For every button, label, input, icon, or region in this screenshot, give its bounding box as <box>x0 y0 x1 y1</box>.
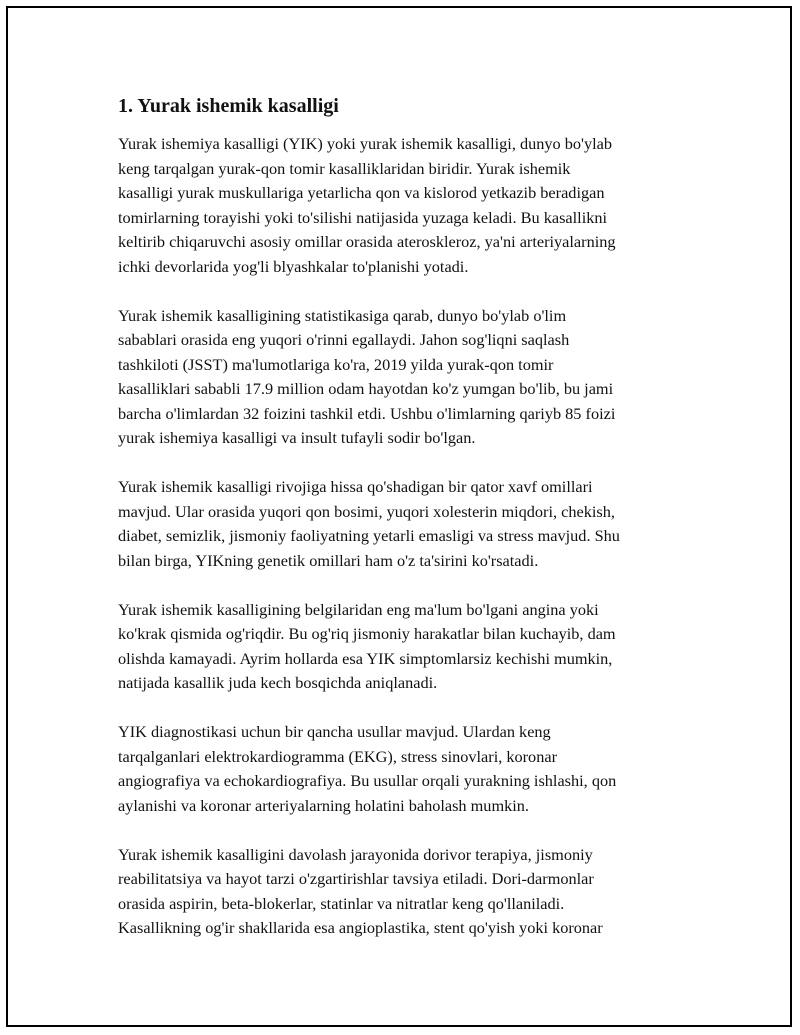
text-line: Yurak ishemik kasalligini davolash jarayonida dorivor terapiya, jismoniy <box>118 844 593 864</box>
text-line: yurak ishemiya kasalligi va insult tufayli sodir bo'lgan. <box>118 428 476 447</box>
text-line: aylanishi va koronar arteriyalarning holatini baholash mumkin. <box>118 795 529 815</box>
paragraph-6 <box>118 843 688 941</box>
paragraph-4 <box>118 598 688 696</box>
paragraph-3 <box>118 475 688 573</box>
text-line: barcha o'limlardan 32 foizini tashkil etdi. Ushbu o'limlarning qariyb 85 foizi <box>118 403 616 423</box>
text-line: Yurak ishemik kasalligining statistikasiga qarab, dunyo bo'ylab o'lim <box>118 305 567 325</box>
text-line: kasalliklari sababli 17.9 million odam hayotdan ko'z yumgan bo'lib, bu jami <box>118 379 614 398</box>
text-line: mavjud. Ular orasida yuqori qon bosimi, yuqori xolesterin miqdori, chekish, <box>118 501 615 521</box>
text-line: kasalligi yurak muskullariga yetarlicha qon va kislorod yetkazib beradigan <box>118 183 605 202</box>
text-line: ko'krak qismida og'riqdir. Bu og'riq jismoniy harakatlar bilan kuchayib, dam <box>118 624 616 643</box>
text-line: ichki devorlarida yog'li blyashkalar to'planishi yotadi. <box>118 256 469 276</box>
text-line: Yurak ishemiya kasalligi (YIK) yoki yurak ishemik kasalligi, dunyo bo'ylab <box>118 134 612 153</box>
text-line: orasida aspirin, beta-blokerlar, statinlar va nitratlar keng qo'llaniladi. <box>118 893 565 913</box>
text-line: sabablari orasida eng yuqori o'rinni egallaydi. Jahon sog'liqni saqlash <box>118 330 570 349</box>
text-line: reabilitatsiya va hayot tarzi o'zgartirishlar tavsiya etiladi. Dori-darmonlar <box>118 869 594 888</box>
section-heading: 1. Yurak ishemik kasalligi <box>118 95 339 117</box>
paragraph-1 <box>118 132 688 279</box>
text-line: Yurak ishemik kasalligining belgilaridan eng ma'lum bo'lgani angina yoki <box>118 599 599 619</box>
text-line: diabet, semizlik, jismoniy faoliyatning yetarli emasligi va stress mavjud. Shu <box>118 526 620 545</box>
text-line: Kasallikning og'ir shakllarida esa angioplastika, stent qo'yish yoki koronar <box>118 918 603 937</box>
text-line: angiografiya va echokardiografiya. Bu usullar orqali yurakning ishlashi, qon <box>118 771 617 790</box>
text-line: natijada kasallik juda kech bosqichda aniqlanadi. <box>118 673 438 692</box>
document-body <box>118 92 688 965</box>
paragraph-5 <box>118 720 688 818</box>
text-line: keng tarqalgan yurak-qon tomir kasalliklaridan biridir. Yurak ishemik <box>118 158 571 178</box>
text-line: YIK diagnostikasi uchun bir qancha usullar mavjud. Ulardan keng <box>118 722 551 741</box>
paragraph-2 <box>118 304 688 451</box>
text-line: olishda kamayadi. Ayrim hollarda esa YIK simptomlarsiz kechishi mumkin, <box>118 648 613 668</box>
text-line: bilan birga, YIKning genetik omillari ham o'z ta'sirini ko'rsatadi. <box>118 550 539 570</box>
text-line: Yurak ishemik kasalligi rivojiga hissa qo'shadigan bir qator xavf omillari <box>118 477 593 496</box>
text-line: tashkiloti (JSST) ma'lumotlariga ko'ra, 2019 yilda yurak-qon tomir <box>118 354 554 374</box>
text-line: tomirlarning torayishi yoki to'silishi natijasida yuzaga keladi. Bu kasallikni <box>118 207 608 227</box>
text-line: tarqalganlari elektrokardiogramma (EKG), stress sinovlari, koronar <box>118 746 557 766</box>
text-line: keltirib chiqaruvchi asosiy omillar orasida ateroskleroz, ya'ni arteriyalarning <box>118 232 616 251</box>
